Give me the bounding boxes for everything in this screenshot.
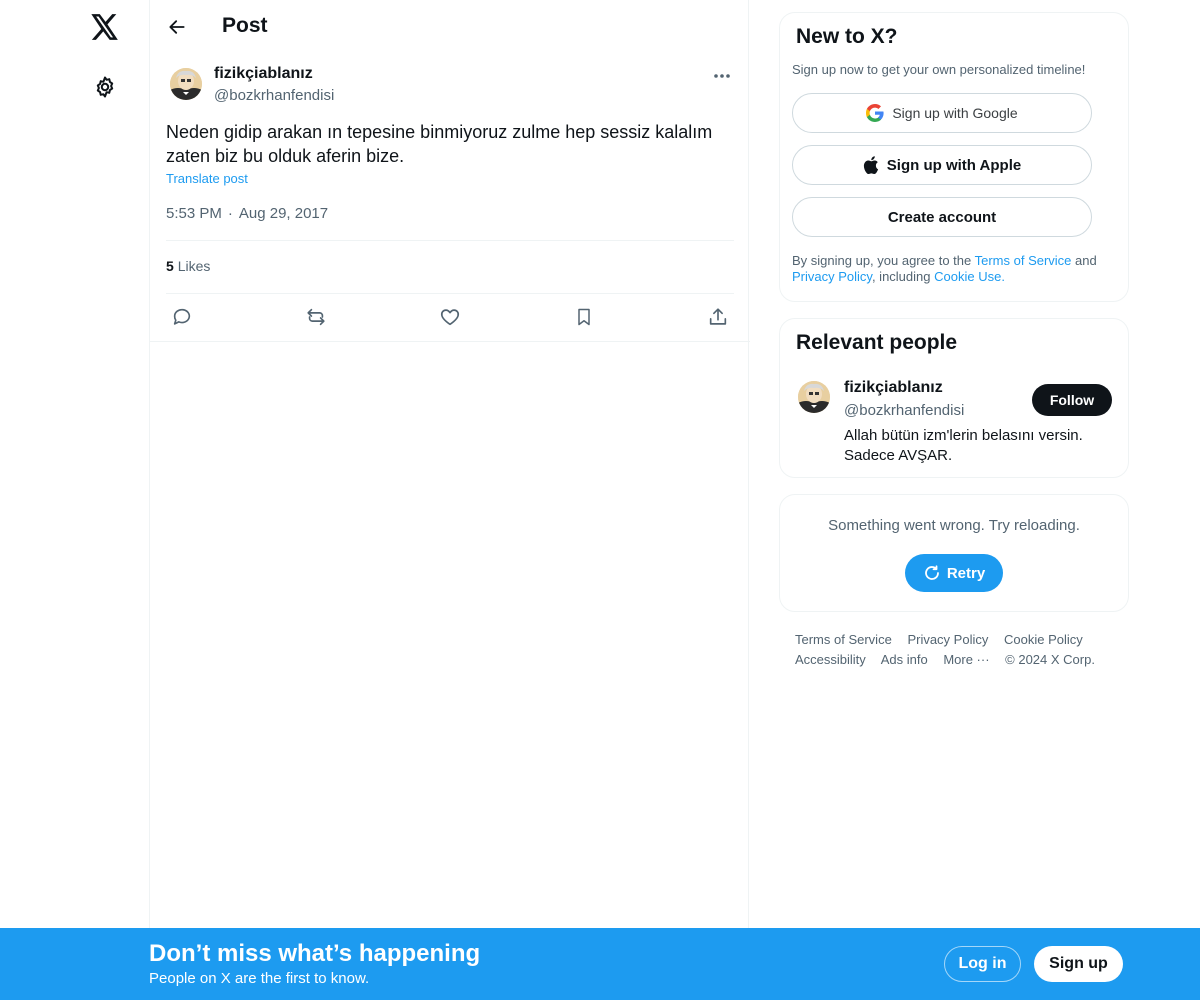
refresh-icon xyxy=(923,564,941,582)
avatar[interactable] xyxy=(798,381,830,413)
reply-icon[interactable] xyxy=(168,303,196,331)
like-icon[interactable] xyxy=(436,303,464,331)
retry-label: Retry xyxy=(946,564,986,582)
privacy-link[interactable]: Privacy Policy xyxy=(792,269,872,284)
likes-label: Likes xyxy=(177,258,211,274)
login-button[interactable]: Log in xyxy=(944,946,1021,982)
signup-apple-label: Sign up with Apple xyxy=(886,156,1022,174)
x-logo-icon[interactable] xyxy=(88,10,122,44)
apple-icon xyxy=(863,156,879,174)
post-date[interactable]: Aug 29, 2017 xyxy=(238,205,329,222)
arrow-left-icon[interactable] xyxy=(164,14,190,40)
signup-card xyxy=(779,12,1129,302)
terms-link[interactable]: Terms of Service xyxy=(974,253,1072,268)
translate-post-link[interactable]: Translate post xyxy=(166,171,248,186)
legal-including: , including xyxy=(871,269,935,284)
legal-and: and xyxy=(1071,253,1097,268)
post-actions xyxy=(166,303,734,331)
left-nav xyxy=(0,0,150,1000)
main-column xyxy=(149,0,749,1000)
author-name[interactable]: fizikçiablanız xyxy=(214,65,313,82)
page-title: Post xyxy=(222,14,268,37)
relevant-person-name[interactable]: fizikçiablanız xyxy=(844,379,943,396)
relevant-person-bio: Allah bütün izm'lerin belasını versin. Sadece AVŞAR. xyxy=(844,427,1083,464)
legal-period: . xyxy=(1001,269,1005,284)
repost-icon[interactable] xyxy=(302,303,330,331)
create-account-button[interactable]: Create account xyxy=(792,197,1092,237)
divider xyxy=(150,341,750,342)
legal-prefix: By signing up, you agree to the xyxy=(792,253,975,268)
meta-separator: · xyxy=(227,205,233,222)
divider xyxy=(166,293,734,294)
likes-count[interactable] xyxy=(166,258,210,274)
more-icon[interactable] xyxy=(710,64,734,88)
signup-google-label: Sign up with Google xyxy=(892,105,1018,121)
gear-icon[interactable] xyxy=(89,71,121,103)
footer-link-more[interactable]: More ··· xyxy=(943,652,990,667)
signup-apple-button[interactable] xyxy=(792,145,1092,185)
bookmark-icon[interactable] xyxy=(570,303,598,331)
likes-number: 5 xyxy=(166,258,174,274)
banner-subtitle: People on X are the first to know. xyxy=(149,970,370,987)
footer-link-cookie[interactable]: Cookie Policy xyxy=(1003,632,1083,647)
follow-button[interactable]: Follow xyxy=(1032,384,1112,416)
signup-banner xyxy=(0,928,1200,1000)
signup-title: New to X? xyxy=(796,25,898,48)
signup-google-button[interactable] xyxy=(792,93,1092,133)
footer-links xyxy=(795,630,1125,670)
banner-title: Don’t miss what’s happening xyxy=(149,940,481,967)
google-icon xyxy=(866,104,884,122)
post-header xyxy=(150,0,750,54)
share-icon[interactable] xyxy=(704,303,732,331)
avatar[interactable] xyxy=(170,68,202,100)
retry-button[interactable] xyxy=(905,554,1003,592)
relevant-people-card xyxy=(779,318,1129,478)
signup-subtitle: Sign up now to get your own personalized timeline! xyxy=(792,62,1086,77)
error-card xyxy=(779,494,1129,612)
error-message: Something went wrong. Try reloading. xyxy=(828,517,1080,534)
post-meta xyxy=(166,205,328,222)
signup-legal-text xyxy=(792,253,1122,285)
signup-button[interactable]: Sign up xyxy=(1034,946,1123,982)
post-time[interactable]: 5:53 PM xyxy=(166,205,222,222)
relevant-people-title: Relevant people xyxy=(796,331,958,354)
author-handle[interactable]: @bozkrhanfendisi xyxy=(214,87,335,104)
footer-link-terms[interactable]: Terms of Service xyxy=(795,632,892,647)
footer-link-accessibility[interactable]: Accessibility xyxy=(795,652,866,667)
relevant-person-handle[interactable]: @bozkrhanfendisi xyxy=(844,402,965,419)
footer-link-ads-info[interactable]: Ads info xyxy=(880,652,928,667)
footer-link-privacy[interactable]: Privacy Policy xyxy=(907,632,989,647)
post-text: Neden gidip arakan ın tepesine binmiyoruz zulme hep sessiz kalalım zaten biz bu olduk aferin bize. xyxy=(166,122,713,166)
cookie-link[interactable]: Cookie Use xyxy=(934,269,1002,284)
footer-copyright: © 2024 X Corp. xyxy=(1005,652,1095,667)
divider xyxy=(166,240,734,241)
